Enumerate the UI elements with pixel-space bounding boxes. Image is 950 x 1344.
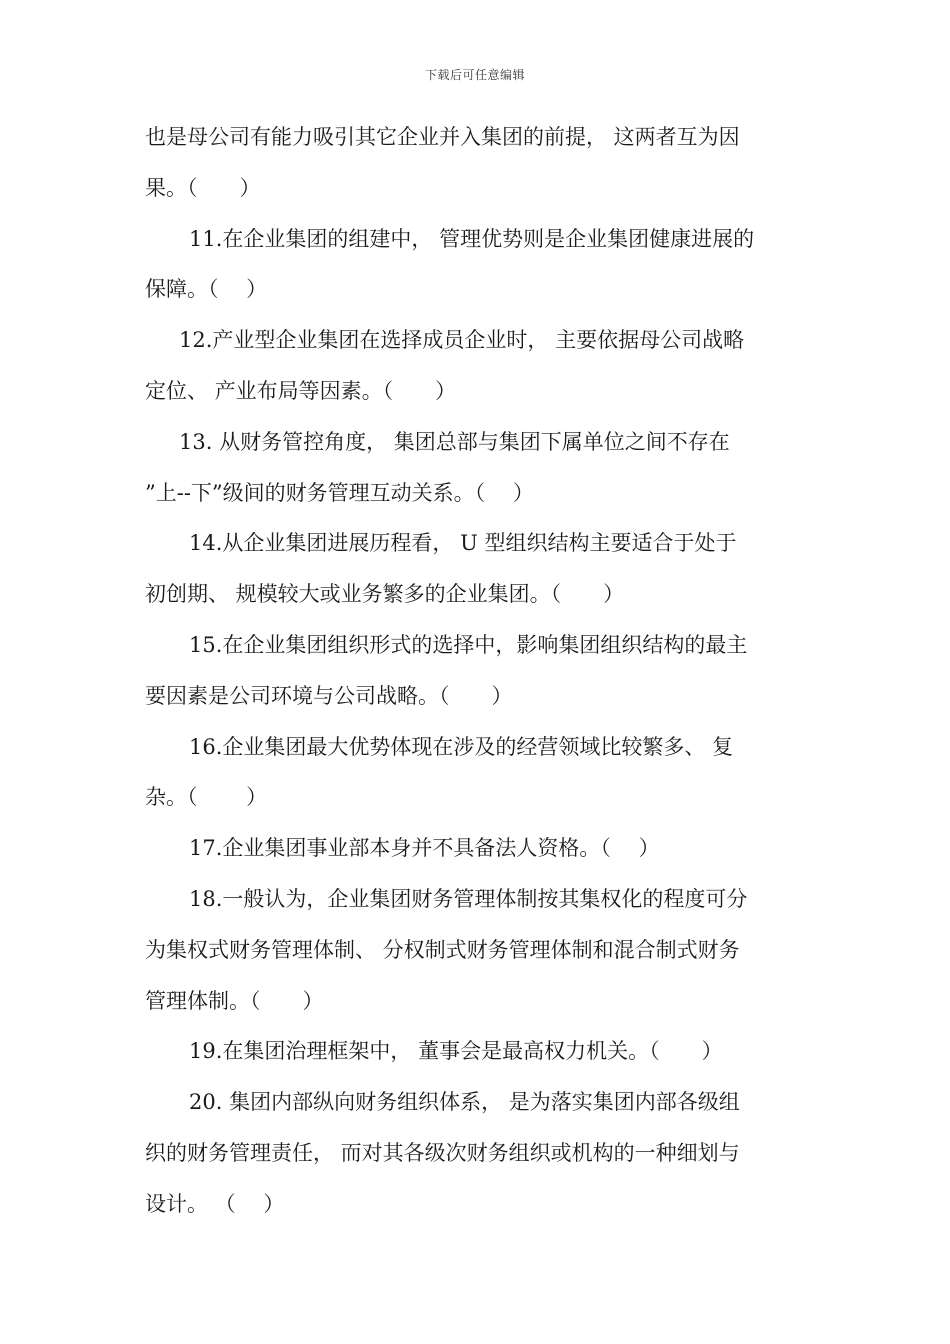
question-18: 18.一般认为，企业集团财务管理体制按其集权化的程度可分 — [189, 886, 748, 911]
question-19: 19.在集团治理框架中， 董事会是最高权力机关。（ ） — [189, 1039, 723, 1064]
question-20: 20. 集团内部纵向财务组织体系， 是为落实集团内部各级组 — [189, 1090, 740, 1115]
question-12: 12.产业型企业集团在选择成员企业时， 主要依据母公司战略 — [179, 328, 745, 353]
question-15: 15.在企业集团组织形式的选择中，影响集团组织结构的最主 — [189, 632, 748, 657]
question-13: 13. 从财务管控角度， 集团总部与集团下属单位之间不存在 — [179, 429, 730, 454]
text-line: 杂。（ ） — [145, 785, 268, 810]
question-11: 11.在企业集团的组建中， 管理优势则是企业集团健康进展的 — [189, 226, 755, 251]
text-line: 设计。 （ ） — [145, 1191, 285, 1216]
page-header: 下载后可任意编辑 — [424, 68, 525, 82]
text-line: 管理体制。（ ） — [145, 988, 324, 1013]
text-line: 定位、 产业布局等因素。（ ） — [145, 378, 457, 403]
text-line: 为集权式财务管理体制、 分权制式财务管理体制和混合制式财务 — [145, 937, 740, 962]
text-line: 也是母公司有能力吸引其它企业并入集团的前提， 这两者互为因 — [145, 125, 740, 149]
text-line: ”上--下”级间的财务管理互动关系。（ ） — [145, 480, 534, 505]
text-line: 织的财务管理责任， 而对其各级次财务组织或机构的一种细划与 — [145, 1140, 740, 1165]
text-line: 要因素是公司环境与公司战略。（ ） — [145, 683, 513, 708]
question-16: 16.企业集团最大优势体现在涉及的经营领域比较繁多、 复 — [189, 734, 734, 759]
question-14: 14.从企业集团进展历程看， U 型组织结构主要适合于处于 — [189, 531, 737, 556]
question-17: 17.企业集团事业部本身并不具备法人资格。（ ） — [189, 836, 660, 861]
document-body — [145, 112, 807, 1230]
text-line: 初创期、 规模较大或业务繁多的企业集团。（ ） — [145, 582, 625, 607]
text-line: 保障。（ ） — [145, 277, 268, 302]
text-line: 果。（ ） — [145, 175, 261, 200]
